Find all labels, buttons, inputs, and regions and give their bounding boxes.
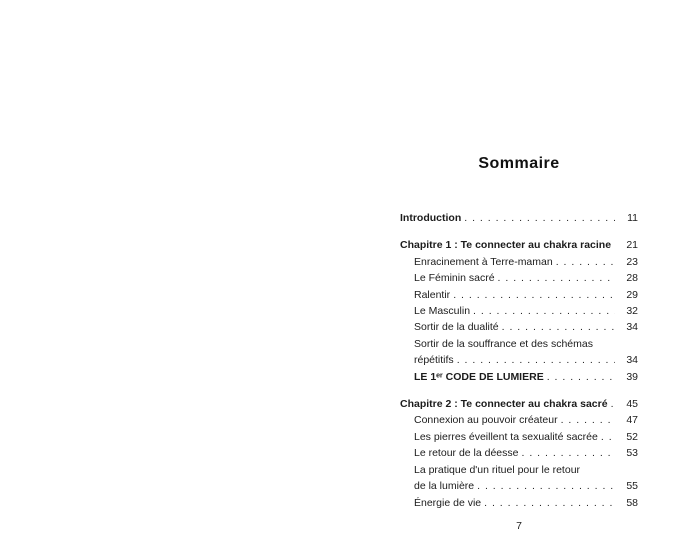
toc-dot-leader bbox=[473, 303, 615, 319]
toc-entry bbox=[400, 254, 638, 270]
toc-entry bbox=[400, 478, 638, 494]
toc-dot-leader bbox=[522, 445, 616, 461]
toc-entry-label: Enracinement à Terre-maman bbox=[414, 255, 553, 268]
toc-entry-label: Chapitre 1 : Te connecter au chakra racine bbox=[400, 239, 612, 252]
toc-entry bbox=[400, 287, 638, 303]
toc-entry-label: Connexion au pouvoir créateur bbox=[414, 414, 558, 427]
toc-entry-label: Sortir de la dualité bbox=[414, 321, 499, 334]
toc-entry bbox=[400, 412, 638, 428]
toc-entry-label: La pratique d'un rituel pour le retour bbox=[414, 463, 581, 476]
toc-dot-leader bbox=[484, 495, 615, 511]
toc-dot-leader bbox=[457, 352, 615, 368]
toc-entry-label: répétitifs bbox=[414, 354, 454, 367]
toc-entry bbox=[400, 445, 638, 461]
toc-entry-label: Introduction bbox=[400, 212, 462, 224]
toc-dot-leader bbox=[477, 478, 615, 494]
toc-entry bbox=[400, 210, 638, 226]
toc-entry bbox=[400, 369, 638, 385]
toc-entry-page: 11 bbox=[627, 212, 638, 224]
toc-dot-leader bbox=[453, 287, 615, 303]
toc-dot-leader bbox=[502, 319, 615, 335]
toc-entry-page: 32 bbox=[626, 305, 638, 318]
toc-entry-page: 47 bbox=[626, 414, 638, 427]
toc-entry-label: Sortir de la souffrance et des schémas bbox=[414, 337, 593, 350]
page-number: 7 bbox=[516, 520, 522, 532]
toc-dot-leader bbox=[601, 429, 615, 445]
toc-entry-label: de la lumière bbox=[414, 480, 475, 493]
page-title: Sommaire bbox=[478, 155, 560, 172]
toc-dot-leader bbox=[614, 237, 615, 253]
toc-entry-page: 23 bbox=[626, 255, 638, 268]
toc-entry-label: Le Féminin sacré bbox=[414, 272, 495, 285]
toc-entry-page: 55 bbox=[626, 480, 638, 493]
toc-entry-label: Le Masculin bbox=[414, 305, 471, 318]
toc-dot-leader bbox=[547, 369, 615, 385]
toc-entry bbox=[400, 336, 638, 352]
toc-entry-page: 34 bbox=[626, 321, 638, 334]
toc-entry bbox=[400, 429, 638, 445]
toc-dot-leader bbox=[611, 396, 615, 412]
toc-entry-label: Le retour de la déesse bbox=[414, 447, 519, 460]
toc-entry-page: 58 bbox=[626, 496, 638, 509]
toc-dot-leader bbox=[498, 270, 615, 286]
toc-entry-page: 28 bbox=[626, 272, 638, 285]
toc-list bbox=[400, 210, 638, 511]
toc-entry bbox=[400, 270, 638, 286]
toc-dot-leader bbox=[464, 210, 615, 226]
toc-entry-page: 34 bbox=[626, 354, 638, 367]
toc-dot-leader bbox=[561, 412, 615, 428]
toc-entry-label: Les pierres éveillent ta sexualité sacrée bbox=[414, 430, 598, 443]
toc-dot-leader bbox=[556, 254, 615, 270]
toc-entry-page: 29 bbox=[626, 288, 638, 301]
toc-entry-label: LE 1ᵉʳ CODE DE LUMIERE bbox=[414, 370, 544, 383]
toc-entry-page: 45 bbox=[626, 398, 638, 411]
toc-entry bbox=[400, 495, 638, 511]
toc-entry bbox=[400, 237, 638, 253]
toc-entry-label: Chapitre 2 : Te connecter au chakra sacré bbox=[400, 398, 608, 411]
toc-entry-page: 52 bbox=[626, 430, 638, 443]
toc-entry bbox=[400, 352, 638, 368]
toc-entry-page: 53 bbox=[626, 447, 638, 460]
toc-entry-label: Énergie de vie bbox=[414, 496, 482, 509]
toc-entry-page: 21 bbox=[626, 239, 638, 252]
toc-entry bbox=[400, 303, 638, 319]
toc-entry bbox=[400, 319, 638, 335]
toc-entry bbox=[400, 396, 638, 412]
toc-entry-label: Ralentir bbox=[414, 288, 451, 301]
toc-entry bbox=[400, 462, 638, 478]
toc-entry-page: 39 bbox=[626, 370, 638, 383]
